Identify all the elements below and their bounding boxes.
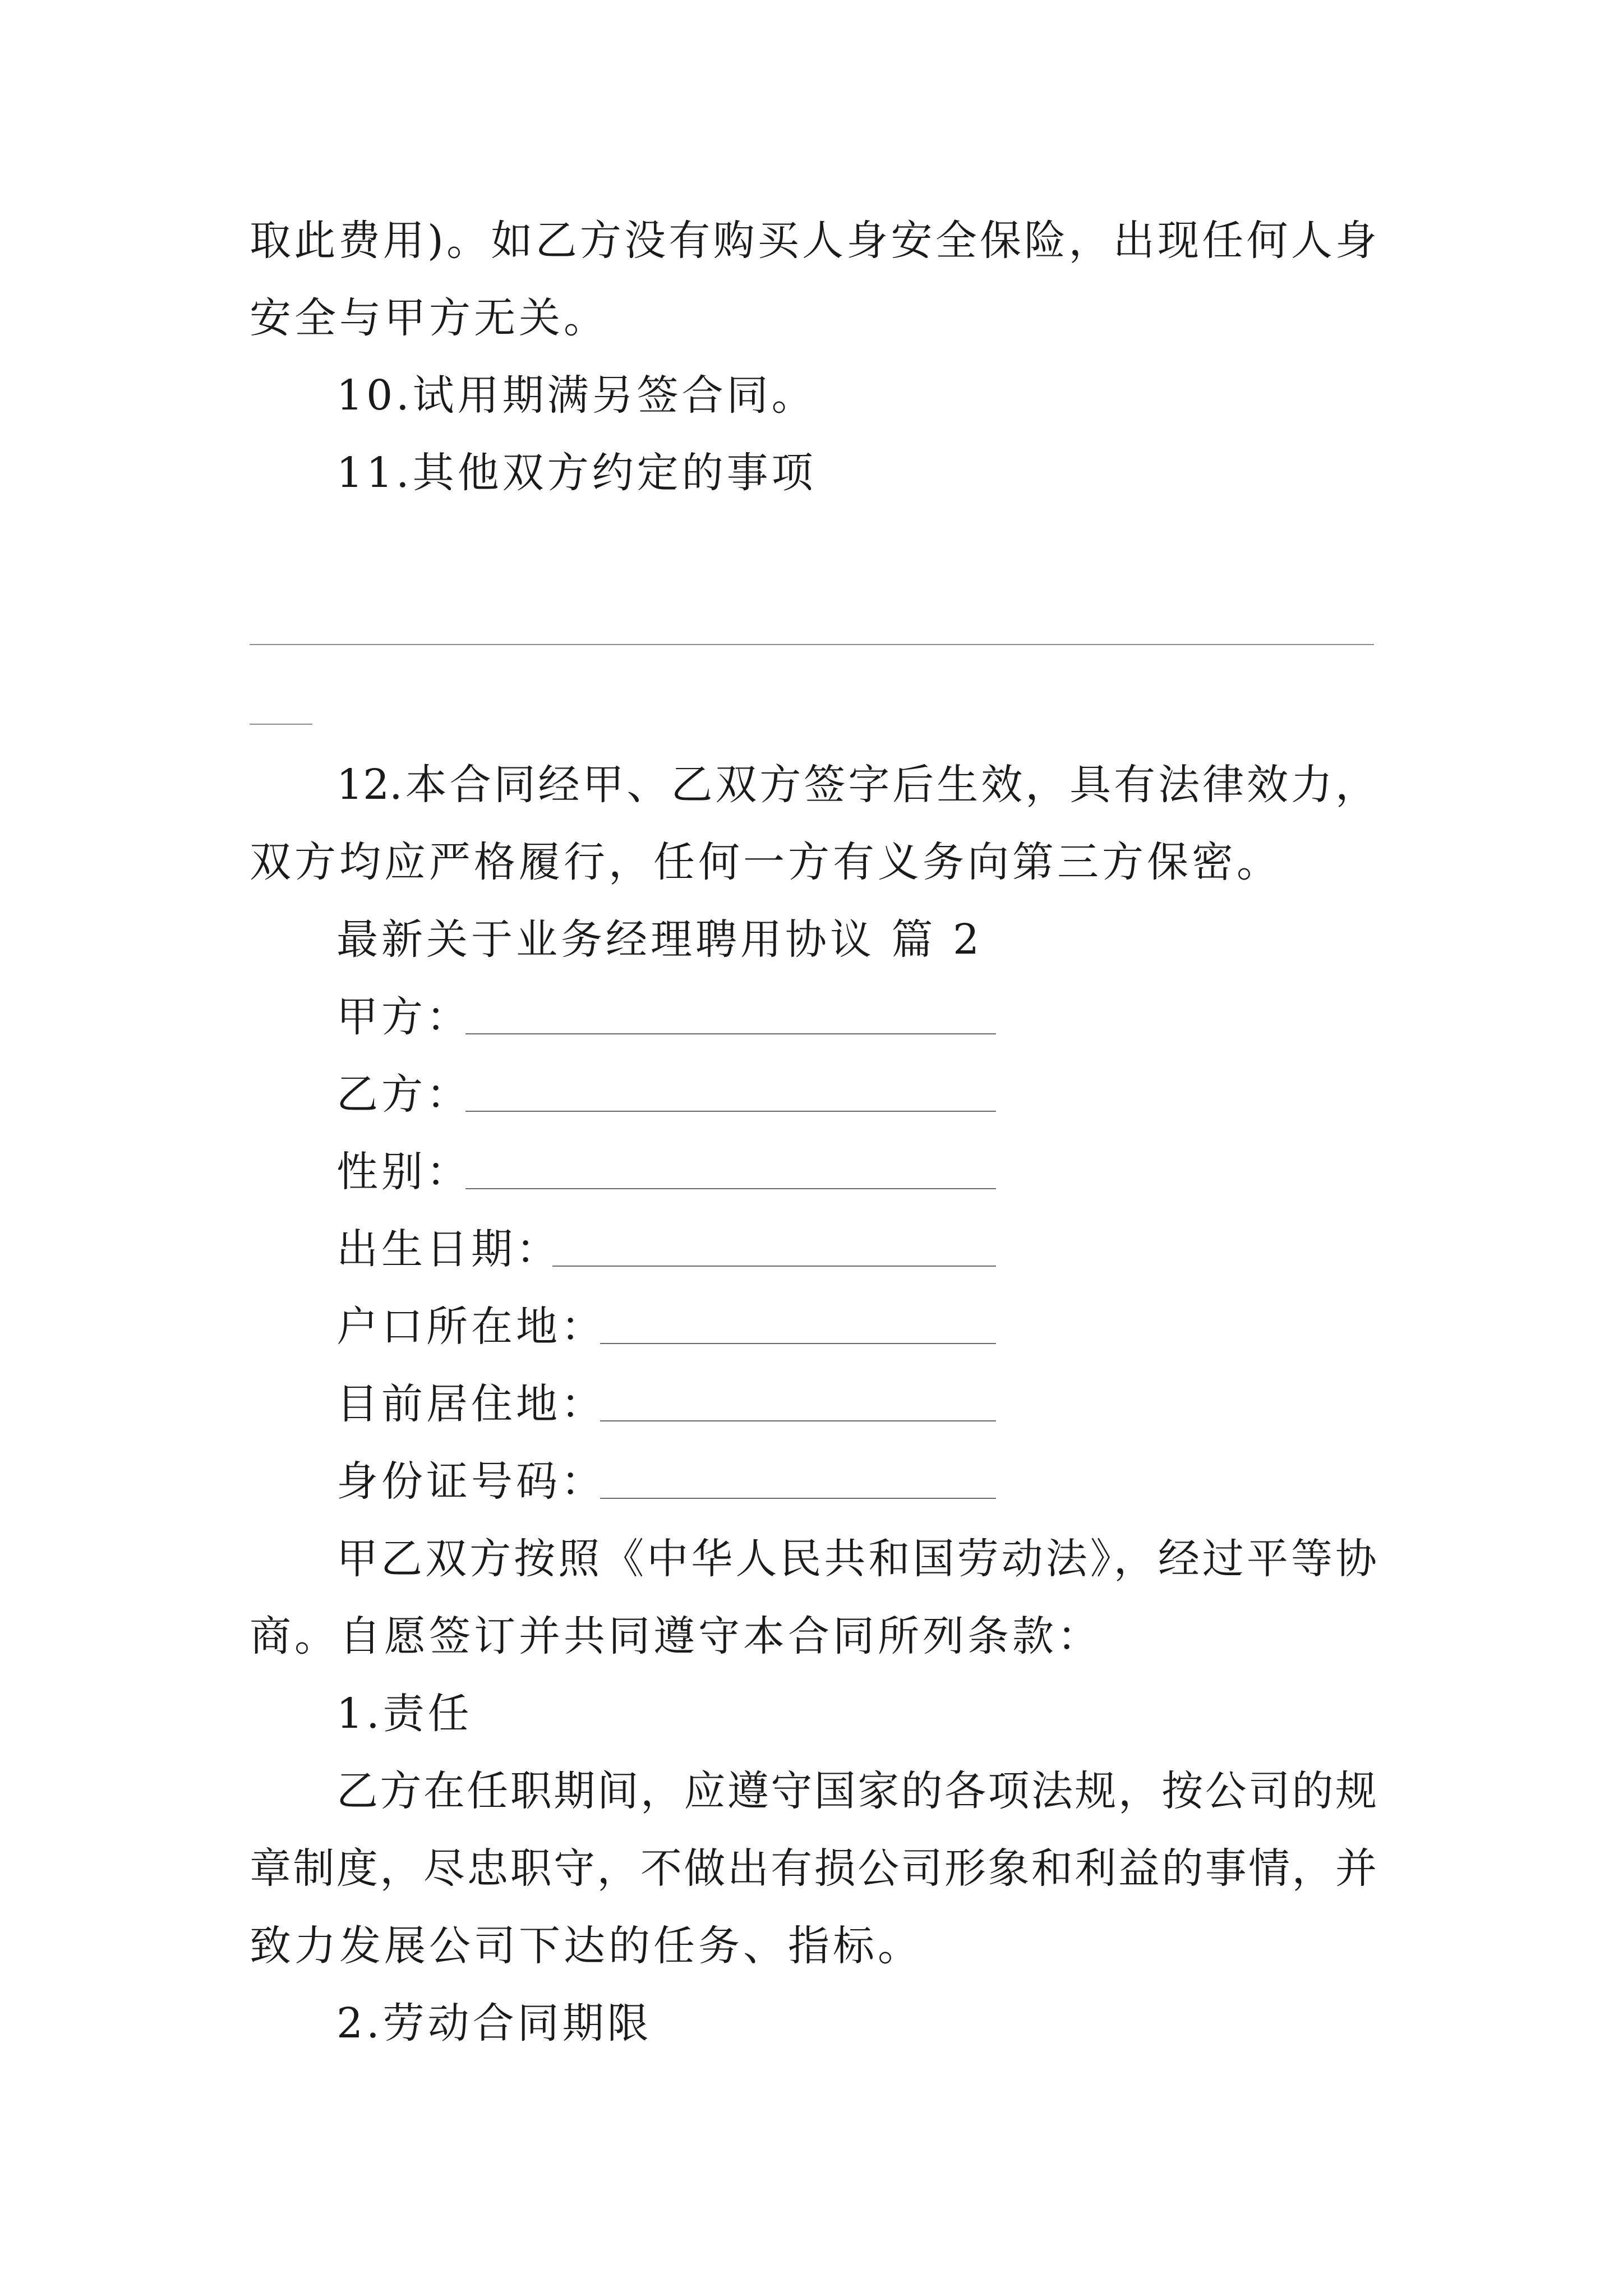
current-residence-blank[interactable] [600, 1420, 996, 1421]
clause-11: 11.其他双方约定的事项 [336, 449, 817, 497]
section-title: 最新关于业务经理聘用协议 篇 2 [336, 915, 983, 964]
clause-10: 10.试用期满另签合同。 [336, 371, 817, 420]
household-registration-field [336, 1303, 606, 1351]
party-a-blank[interactable] [465, 1033, 996, 1034]
current-residence-label: 目前居住地： [336, 1380, 606, 1428]
party-b-label: 乙方： [336, 1070, 471, 1119]
birth-date-field [336, 1225, 561, 1273]
id-number-label: 身份证号码： [336, 1457, 606, 1506]
clause-1-text-continued: 章制度，尽忠职守，不做出有损公司形象和利益的事情，并 [250, 1844, 1377, 1893]
clause-12-continued: 双方均应严格履行，任何一方有义务向第三方保密。 [250, 838, 1281, 886]
intro-paragraph: 甲乙双方按照《中华人民共和国劳动法》，经过平等协 [336, 1535, 1377, 1583]
birth-date-label: 出生日期： [336, 1225, 561, 1273]
signature-line-continuation [250, 724, 312, 725]
intro-paragraph-continued: 商。自愿签订并共同遵守本合同所列条款： [250, 1612, 1102, 1660]
signature-line [250, 644, 1374, 645]
clause-1-title: 1.责任 [336, 1690, 473, 1738]
id-number-blank[interactable] [600, 1498, 996, 1499]
clause-1-text-end: 致力发展公司下达的任务、指标。 [250, 1922, 923, 1970]
gender-field [336, 1148, 471, 1196]
party-b-field [336, 1070, 471, 1119]
party-a-label: 甲方： [336, 993, 471, 1041]
current-residence-field [336, 1380, 606, 1428]
paragraph-line: 安全与甲方无关。 [250, 294, 608, 342]
household-registration-label: 户口所在地： [336, 1303, 606, 1351]
clause-2-title: 2.劳动合同期限 [336, 1999, 652, 2047]
party-a-field [336, 993, 471, 1041]
birth-date-blank[interactable] [552, 1266, 996, 1267]
party-b-blank[interactable] [465, 1111, 996, 1112]
id-number-field [336, 1457, 606, 1506]
gender-label: 性别： [336, 1148, 471, 1196]
household-registration-blank[interactable] [600, 1343, 996, 1344]
paragraph-line: 取此费用)。如乙方没有购买人身安全保险，出现任何人身 [250, 217, 1377, 265]
clause-12: 12.本合同经甲、乙双方签字后生效，具有法律效力， [336, 761, 1377, 809]
clause-1-text: 乙方在任职期间，应遵守国家的各项法规，按公司的规 [336, 1767, 1377, 1815]
gender-blank[interactable] [465, 1188, 996, 1189]
